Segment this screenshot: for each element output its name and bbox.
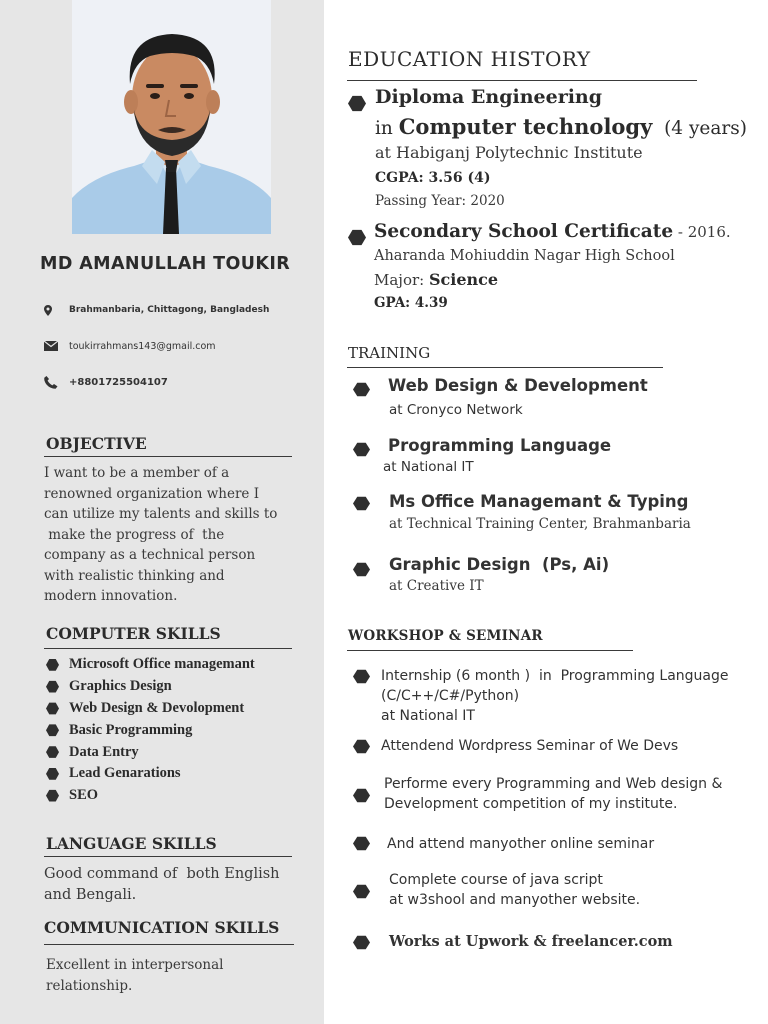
training-sub: at Creative IT — [389, 578, 484, 594]
language-skills-text — [44, 864, 306, 905]
hexagon-bullet-icon — [46, 789, 59, 802]
skill-item — [46, 741, 255, 763]
objective-line: company as a technical person — [44, 547, 256, 563]
hexagon-bullet-icon — [46, 658, 59, 671]
workshop-divider — [347, 650, 633, 651]
hexagon-bullet-icon — [46, 767, 59, 780]
hexagon-bullet-icon — [46, 702, 59, 715]
profile-photo — [72, 0, 271, 234]
contact-email — [44, 338, 216, 354]
language-line: Good command of both English — [44, 866, 280, 882]
training-title: Web Design & Development — [388, 376, 648, 395]
skill-item — [46, 698, 255, 720]
skill-label: Basic Programming — [69, 721, 193, 738]
skill-item — [46, 676, 255, 698]
training-sub: at Cronyco Network — [389, 402, 523, 418]
hexagon-bullet-icon — [353, 884, 370, 899]
skill-label: Microsoft Office managemant — [69, 656, 255, 673]
skill-item — [46, 719, 255, 741]
hexagon-bullet-icon — [353, 496, 370, 511]
language-skills-heading: LANGUAGE SKILLS — [46, 834, 217, 853]
ssc-major-value: Science — [428, 270, 499, 289]
objective-divider — [44, 456, 292, 457]
sidebar — [0, 0, 324, 1024]
workshop-line: Internship (6 month ) in Programming Language — [381, 668, 729, 684]
ssc-title: Secondary School Certificate — [374, 221, 674, 242]
workshop-line: Development competition of my institute. — [384, 796, 678, 812]
training-sub: at National IT — [383, 459, 474, 475]
workshop-line: at w3shool and manyother website. — [389, 892, 641, 908]
ssc-school: Aharanda Mohiuddin Nagar High School — [374, 248, 675, 264]
diploma-subject-prefix: in — [375, 118, 399, 139]
training-divider — [347, 367, 663, 368]
training-sub: at Technical Training Center, Brahmanbaria — [389, 516, 691, 532]
skill-item — [46, 763, 255, 785]
phone-text[interactable]: +8801725504107 — [69, 376, 168, 388]
email-text[interactable]: toukirrahmans143@gmail.com — [69, 340, 216, 352]
hexagon-bullet-icon — [353, 935, 370, 950]
communication-line: Excellent in interpersonal — [46, 957, 224, 973]
diploma-institute: at Habiganj Polytechnic Institute — [375, 143, 643, 162]
hexagon-bullet-icon — [46, 746, 59, 759]
workshop-item — [389, 870, 640, 910]
skill-label: SEO — [69, 787, 99, 804]
ssc-gpa — [374, 295, 448, 311]
communication-skills-divider — [44, 944, 294, 945]
ssc-year: - 2016. — [673, 223, 731, 241]
objective-line: modern innovation. — [44, 588, 178, 604]
ssc-major — [374, 270, 498, 289]
communication-skills-heading: COMMUNICATION SKILLS — [44, 918, 280, 937]
objective-text — [44, 463, 306, 607]
candidate-name: MD AMANULLAH TOUKIR — [40, 254, 291, 274]
objective-line: with realistic thinking and — [44, 567, 225, 584]
hexagon-bullet-icon — [353, 836, 370, 851]
workshop-line: (C/C++/C#/Python) — [381, 688, 520, 704]
ssc-gpa-label: GPA: — [374, 295, 415, 311]
workshop-line: And attend manyother online seminar — [387, 836, 655, 852]
workshop-item: Works at Upwork & freelancer.com — [389, 933, 673, 950]
skill-label: Data Entry — [69, 743, 139, 760]
computer-skills-divider — [44, 648, 292, 649]
objective-line: renowned organization where I — [44, 485, 260, 502]
hexagon-bullet-icon — [46, 724, 59, 737]
workshop-line: Complete course of java script — [389, 872, 603, 888]
diploma-subject — [375, 114, 747, 139]
hexagon-bullet-icon — [348, 95, 366, 112]
education-heading: EDUCATION HISTORY — [348, 47, 591, 71]
workshop-line: Attendend Wordpress Seminar of We Devs — [381, 738, 679, 754]
training-title: Programming Language — [388, 436, 612, 455]
person-photo-icon — [72, 0, 271, 234]
hexagon-bullet-icon — [353, 562, 370, 577]
diploma-duration: (4 years) — [652, 118, 747, 139]
workshop-item — [381, 736, 678, 756]
hexagon-bullet-icon — [353, 442, 370, 457]
hexagon-bullet-icon — [353, 669, 370, 684]
workshop-heading: WORKSHOP & SEMINAR — [348, 628, 543, 644]
workshop-line: at National IT — [381, 708, 475, 724]
ssc-major-label: Major: — [374, 271, 429, 289]
training-title: Ms Office Managemant & Typing — [389, 492, 689, 511]
diploma-passing-year: Passing Year: 2020 — [375, 193, 505, 209]
objective-line: can utilize my talents and skills to — [44, 506, 278, 522]
objective-line: I want to be a member of a — [44, 465, 230, 481]
skill-label: Web Design & Devolopment — [69, 699, 245, 716]
skill-label: Graphics Design — [69, 678, 172, 695]
workshop-item — [381, 666, 729, 726]
language-line: and Bengali. — [44, 886, 137, 903]
computer-skills-heading: COMPUTER SKILLS — [46, 624, 221, 643]
objective-line: make the progress of the — [44, 526, 225, 543]
workshop-item — [384, 774, 722, 814]
communication-line: relationship. — [46, 977, 133, 994]
address-text: Brahmanbaria, Chittagong, Bangladesh — [69, 305, 270, 315]
hexagon-bullet-icon — [353, 382, 370, 397]
education-divider — [347, 80, 697, 81]
training-title: Graphic Design (Ps, Ai) — [389, 555, 610, 574]
workshop-item — [387, 834, 654, 854]
diploma-title: Diploma Engineering — [375, 86, 603, 108]
contact-address — [44, 302, 269, 318]
hexagon-bullet-icon — [46, 680, 59, 693]
hexagon-bullet-icon — [348, 229, 366, 246]
training-heading: TRAINING — [348, 344, 431, 362]
location-pin-icon — [44, 303, 62, 317]
ssc-title-line — [374, 221, 731, 242]
envelope-icon — [44, 339, 62, 353]
ssc-gpa-value: 4.39 — [414, 295, 448, 311]
contact-phone — [44, 374, 168, 390]
skill-label: Lead Genarations — [69, 765, 181, 782]
workshop-line: Performe every Programming and Web design & — [384, 776, 723, 792]
diploma-cgpa: CGPA: 3.56 (4) — [375, 170, 491, 186]
computer-skills-list — [46, 654, 255, 807]
language-skills-divider — [44, 856, 292, 857]
communication-skills-text — [46, 955, 308, 996]
skill-item — [46, 785, 255, 807]
skill-item — [46, 654, 255, 676]
objective-heading: OBJECTIVE — [46, 434, 147, 453]
hexagon-bullet-icon — [353, 788, 370, 803]
phone-icon — [44, 375, 62, 389]
hexagon-bullet-icon — [353, 739, 370, 754]
diploma-subject-name: Computer technology — [398, 114, 653, 139]
